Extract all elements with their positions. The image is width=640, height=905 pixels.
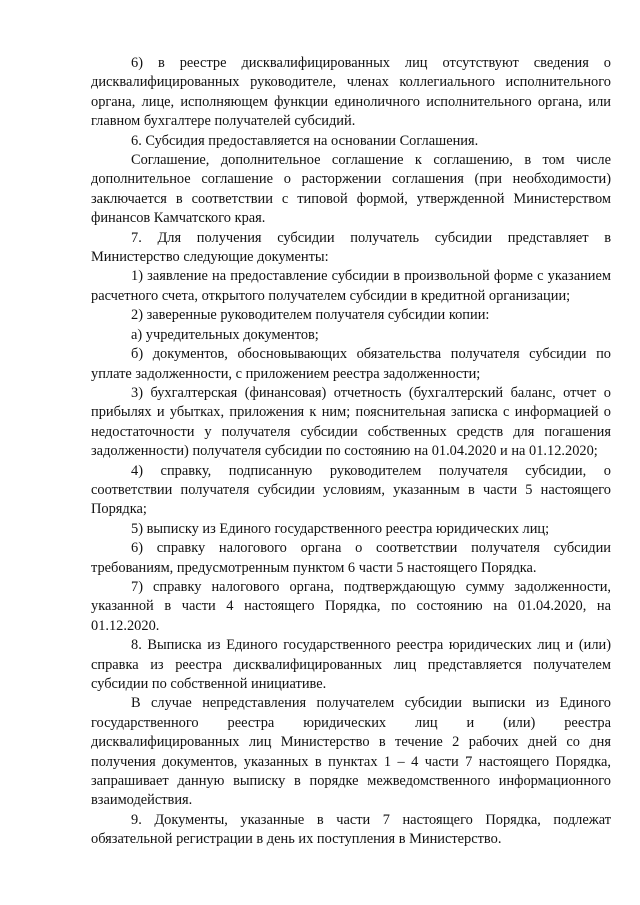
paragraph-agreement-form: Соглашение, дополнительное соглашение к соглашению, в том числе дополнительное соглашение о расторжении соглашения (при необходимости) заключается в соответствии с типовой формой, утвержденной Министерством финансов Камчатского края. <box>91 152 611 227</box>
paragraph-item-founding-docs: а) учредительных документов; <box>131 326 319 343</box>
paragraph-document-registration: 9. Документы, указанные в части 7 настоящего Порядка, подлежат обязательной регистрации в день их поступления в Министерство. <box>91 811 611 848</box>
paragraph-disqualified-registry: 6) в реестре дисквалифицированных лиц отсутствуют сведения о дисквалифицированных руководителе, членах коллегиального исполнительного органа, лице, исполняющем функции единоличного исполнительного органа, или главном бухгалтере получателей субсидий. <box>91 55 611 130</box>
paragraph-item-registry-extract: 5) выписку из Единого государственного реестра юридических лиц; <box>131 520 550 537</box>
paragraph-item-conformity-certificate: 4) справку, подписанную руководителем получателя субсидии, о соответствии получателя субсидии условиям, указанным в части 5 настоящего Порядка; <box>91 462 611 518</box>
paragraph-item-tax-certificate: 6) справку налогового органа о соответствии получателя субсидии требованиям, предусмотренным пунктом 6 части 5 настоящего Порядка. <box>91 540 611 576</box>
paragraph-item-application: 1) заявление на предоставление субсидии в произвольной форме с указанием расчетного счета, открытого получателем субсидии в кредитной организации; <box>91 268 611 304</box>
document-page <box>91 54 611 850</box>
paragraph-item-debt-confirmation: 7) справку налогового органа, подтверждающую сумму задолженности, указанной в части 4 настоящего Порядка, по состоянию на 01.04.2020, на 01.12.2020. <box>91 578 611 634</box>
paragraph-own-initiative: 8. Выписка из Единого государственного реестра юридических лиц и (или) справка из реестра дисквалифицированных лиц представляется получателем субсидии по собственной инициативе. <box>91 637 611 692</box>
paragraph-item-accounting-reports: 3) бухгалтерская (финансовая) отчетность (бухгалтерский баланс, отчет о прибылях и убытках, приложения к ним; пояснительная записка с информацией о недостаточности у получателя субсидии собственных средств для погашения задолженности) получателя субсидии по состоянию на 01.04.2020 и на 01.12.2020; <box>91 384 611 460</box>
paragraph-interagency-request: В случае непредставления получателем субсидии выписки из Единого государственного реестра юридических лиц и (или) реестра дисквалифицированных лиц Министерство в течение 2 рабочих дней со дня получения документов, указанных в пунктах 1 – 4 части 7 настоящего Порядка, запрашивает данную выписку в порядке межведомственного информационного взаимодействия. <box>91 695 611 809</box>
paragraph-required-documents: 7. Для получения субсидии получатель субсидии представляет в Министерство следующие документы: <box>91 229 611 266</box>
paragraph-subsidy-agreement-basis: 6. Субсидия предоставляется на основании Соглашения. <box>131 132 479 149</box>
paragraph-item-debt-docs: б) документов, обосновывающих обязательства получателя субсидии по уплате задолженности, с приложением реестра задолженности; <box>91 346 611 382</box>
paragraph-item-certified-copies: 2) заверенные руководителем получателя субсидии копии: <box>131 307 490 324</box>
